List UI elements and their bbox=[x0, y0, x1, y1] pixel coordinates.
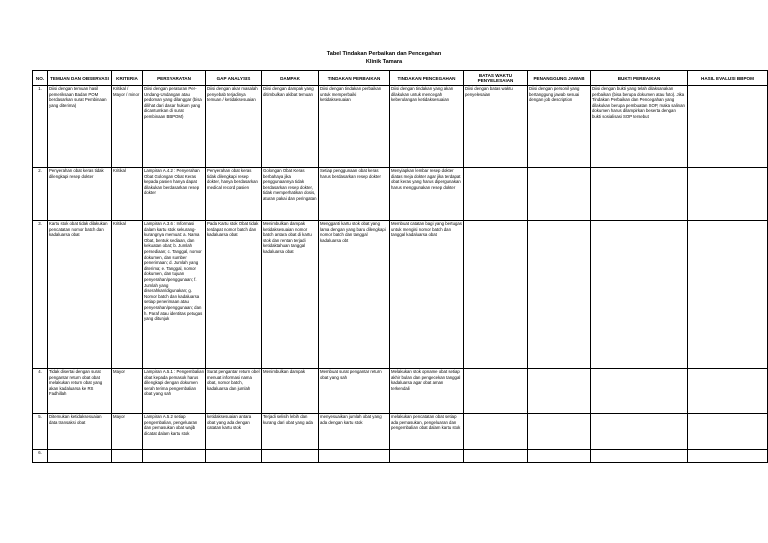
header-tindakan-perbaikan: TINDAKAN PERBAIKAN bbox=[319, 71, 390, 86]
cell-bukti bbox=[591, 450, 688, 463]
cell-temuan: Diisi dengan temuan hasil pemeriksaan Badan POM berdasarkan surat Pembinaan yang diterima) bbox=[48, 86, 112, 168]
cell-dampak: Golongan Obat Keras berbahaya jika penggunaannya tidak berdasarkan resep dokter, tidak memperhatikan dosis, aturan pakai dan peringatan bbox=[262, 168, 319, 221]
cell-persyaratan: Lampiran A.5.2 setiap pengembalian, pengeluaran dan pemasukan obat wajib dicatat dalam kartu stok bbox=[143, 414, 206, 450]
cell-gap: Pada Kartu stok Obat tidak terdapat nomor batch dan kadaluarsa obat bbox=[206, 221, 262, 369]
cell-no: 3. bbox=[33, 221, 48, 369]
cell-hasil bbox=[688, 369, 768, 414]
header-batas-waktu: BATAS WAKTU PENYELESAIAN bbox=[464, 71, 528, 86]
cell-persyaratan: Diisi dengan peraturan Per-Undang-Undangan atau pedoman yang dilanggar (bisa dilihat dari dasar hukum yang dicantumkan di surat pembinaan BBPOM) bbox=[143, 86, 206, 168]
cell-hasil bbox=[688, 221, 768, 369]
cell-batas-waktu bbox=[464, 369, 528, 414]
cell-perbaikan: Membuat surat pengantar return obat yang sah bbox=[319, 369, 390, 414]
cell-dampak: Terjadi selisih lebih dan kurang dari obat yang ada bbox=[262, 414, 319, 450]
cell-perbaikan: Mengganti kartu stok obat yang lama dengan yang baru dilengkapi nomor batch dan tanggal kadaluarsa obt bbox=[319, 221, 390, 369]
cell-penanggung-jawab bbox=[528, 414, 591, 450]
cell-bukti bbox=[591, 168, 688, 221]
header-no: NO. bbox=[33, 71, 48, 86]
cell-penanggung-jawab bbox=[528, 450, 591, 463]
cell-temuan bbox=[48, 450, 112, 463]
cell-kriteria: Mayor bbox=[112, 369, 143, 414]
document-subtitle: Klinik Tamara bbox=[365, 59, 403, 65]
cell-perbaikan: menyesuaikan jumlah obat yang ada dengan kartu stok bbox=[319, 414, 390, 450]
cell-gap: ketidaksesuaian antara obat yang ada dengan catatan kartu stok bbox=[206, 414, 262, 450]
cell-perbaikan: Diisi dengan tindakan perbaikan untuk memperbaiki ketidaksesuaian bbox=[319, 86, 390, 168]
cell-no: 2. bbox=[33, 168, 48, 221]
cell-pencegahan: Menyiapkan lembar resep dokter diatas meja dokter agar jika terdapat obat keras yang harus dipergunakan harus menggunakan resep dokter bbox=[390, 168, 464, 221]
cell-gap: Penyerahan obat keras tidak dilengkapi resep dokter, hanya berdasarkan medical record pasien bbox=[206, 168, 262, 221]
cell-dampak: Menimbulkan dampak ketidaksesuaian nomor batch antara obat di kartu stok dan rentan terjadi ketidaktahuan tanggal kadaluarsa obat bbox=[262, 221, 319, 369]
cell-bukti: Diisi dengan bukti yang telah dilaksanakan perbaikan (bisa berupa dokumen atau foto). Jika Tindakan Perbaikan dan Pencegahan yang dilakukan berupa pembuatan SOP, maka salinan dokumen harus dilampirkan beserta dengan bukti sosialisasi SOP tersebut bbox=[591, 86, 688, 168]
header-bukti-perbaikan: BUKTI PERBAIKAN bbox=[591, 71, 688, 86]
cell-pencegahan: melakukan pencatatan obat setiap ada pemasukan, pengeluaran dan pengembalian obat dalam kartu stok bbox=[390, 414, 464, 450]
header-persyaratan: PERSYARATAN bbox=[143, 71, 206, 86]
cell-penanggung-jawab bbox=[528, 168, 591, 221]
cell-batas-waktu bbox=[464, 414, 528, 450]
cell-no: 6. bbox=[33, 450, 48, 463]
table-row bbox=[33, 369, 768, 414]
cell-gap: Surat pengantar return obel menuat informasi nama obat, nomor batch, kadaluarsa dan jumlah bbox=[206, 369, 262, 414]
cell-persyaratan: Lampiran A.3.6 : Informasi dalam kartu stok sekurang-kurangnya memuat: a. Nama Obat, bentuk sediaan, dan kekuatan obat; b. Jumlah persediaan; c. Tanggal, nomor dokumen, dan sumber penerimaan; d. Jumlah yang diterima; e. Tanggal, nomor dokumen, dan tujuan penyerahan/penggunaan; f. Jumlah yang diserahkan/digunakan; g. Nomor batch dan kadaluarsa setiap penerimaan atau penyerahan/penggunaan; dan h. Paraf atau identitas petugas yang ditunjuk bbox=[143, 221, 206, 369]
cell-bukti bbox=[591, 369, 688, 414]
table-row bbox=[33, 414, 768, 450]
cell-temuan: Penyerahan obat keras tidak dilengkapi resep dokter bbox=[48, 168, 112, 221]
document-title: Tabel Tindakan Perbaikan dan Pencegahan bbox=[326, 51, 442, 57]
cell-dampak: Diisi dengan dampak yang ditimbulkan akibat temuan bbox=[262, 86, 319, 168]
cell-batas-waktu bbox=[464, 168, 528, 221]
cell-kriteria: Mayor bbox=[112, 414, 143, 450]
cell-no: 4. bbox=[33, 369, 48, 414]
header-kriteria: KRITERIA bbox=[112, 71, 143, 86]
cell-pencegahan bbox=[390, 450, 464, 463]
cell-temuan: Ditemukan ketidaksesuaian data transaksi obat bbox=[48, 414, 112, 450]
cell-bukti bbox=[591, 221, 688, 369]
cell-kriteria: Kritikal / Mayor / minor bbox=[112, 86, 143, 168]
cell-persyaratan bbox=[143, 450, 206, 463]
cell-hasil bbox=[688, 414, 768, 450]
cell-pencegahan: Melakukan stok opname obat setiap akhir bulan dan pengecekan tanggal kadaluarsa agar obat aman terkendali bbox=[390, 369, 464, 414]
table-header-row bbox=[33, 71, 768, 86]
cell-hasil bbox=[688, 86, 768, 168]
cell-kriteria bbox=[112, 450, 143, 463]
cell-pencegahan: Diisi dengan tindakan yang akan dilakukan untuk mencegah keberulangan ketidaksesuaian bbox=[390, 86, 464, 168]
table-row bbox=[33, 221, 768, 369]
header-dampak: DAMPAK bbox=[262, 71, 319, 86]
cell-hasil bbox=[688, 168, 768, 221]
table-row bbox=[33, 168, 768, 221]
header-gap-analysis: GAP ANALYSIS bbox=[206, 71, 262, 86]
cell-batas-waktu bbox=[464, 450, 528, 463]
header-hasil-evaluasi: HASIL EVALUSI BBPOM bbox=[688, 71, 768, 86]
corrective-action-table bbox=[32, 70, 768, 463]
cell-persyaratan: Lampiran A.4.2 : Penyerahan Obat Golongan Obat Keras kepada pasien hanya dapat dilakukan berdasarkan resep dokter bbox=[143, 168, 206, 221]
cell-bukti bbox=[591, 414, 688, 450]
header-penanggung-jawab: PENANGGUNG JAWAB bbox=[528, 71, 591, 86]
header-temuan: TEMUAN DAN OBSERVASI bbox=[48, 71, 112, 86]
cell-batas-waktu bbox=[464, 221, 528, 369]
cell-gap: Diisi dengan akar masalah penyebab terjadinya temuan / ketidaksesuaian bbox=[206, 86, 262, 168]
cell-temuan: Tidak disertai dengan surat pengantar return obat obat melakukan return obat yang akan kadaluarsa ke RS Fadhillah bbox=[48, 369, 112, 414]
header-tindakan-pencegahan: TINDAKAN PENCEGAHAN bbox=[390, 71, 464, 86]
cell-dampak: Menimbulkan dampak bbox=[262, 369, 319, 414]
cell-penanggung-jawab bbox=[528, 221, 591, 369]
cell-no: 5. bbox=[33, 414, 48, 450]
cell-penanggung-jawab: Diisi dengan personil yang bertanggung jawab sesuai dengan job description bbox=[528, 86, 591, 168]
cell-pencegahan: Membuat catatan bagi yang bertugas untuk mengisi nomor batch dan tanggal kadaluarsa obat bbox=[390, 221, 464, 369]
cell-batas-waktu: Diisi dengan batas waktu penyelesaian bbox=[464, 86, 528, 168]
cell-penanggung-jawab bbox=[528, 369, 591, 414]
cell-dampak bbox=[262, 450, 319, 463]
cell-kriteria: Kritikal bbox=[112, 221, 143, 369]
cell-persyaratan: Lampiran A.5.1 : Pengembalian obat kepada pemasok harus dilengkapi dengan dokumen serah terima pengembalian obat yang sah bbox=[143, 369, 206, 414]
cell-temuan: Kartu stok obat tidak dilakukan pencatatan nomor batch dan kadaluarsa obat bbox=[48, 221, 112, 369]
cell-no: 1. bbox=[33, 86, 48, 168]
table-row bbox=[33, 450, 768, 463]
cell-hasil bbox=[688, 450, 768, 463]
cell-gap bbox=[206, 450, 262, 463]
cell-perbaikan bbox=[319, 450, 390, 463]
table-row bbox=[33, 86, 768, 168]
cell-perbaikan: Setiap penggunaan obat keras harus berdasarkan resep dokter bbox=[319, 168, 390, 221]
cell-kriteria: Kritikal bbox=[112, 168, 143, 221]
